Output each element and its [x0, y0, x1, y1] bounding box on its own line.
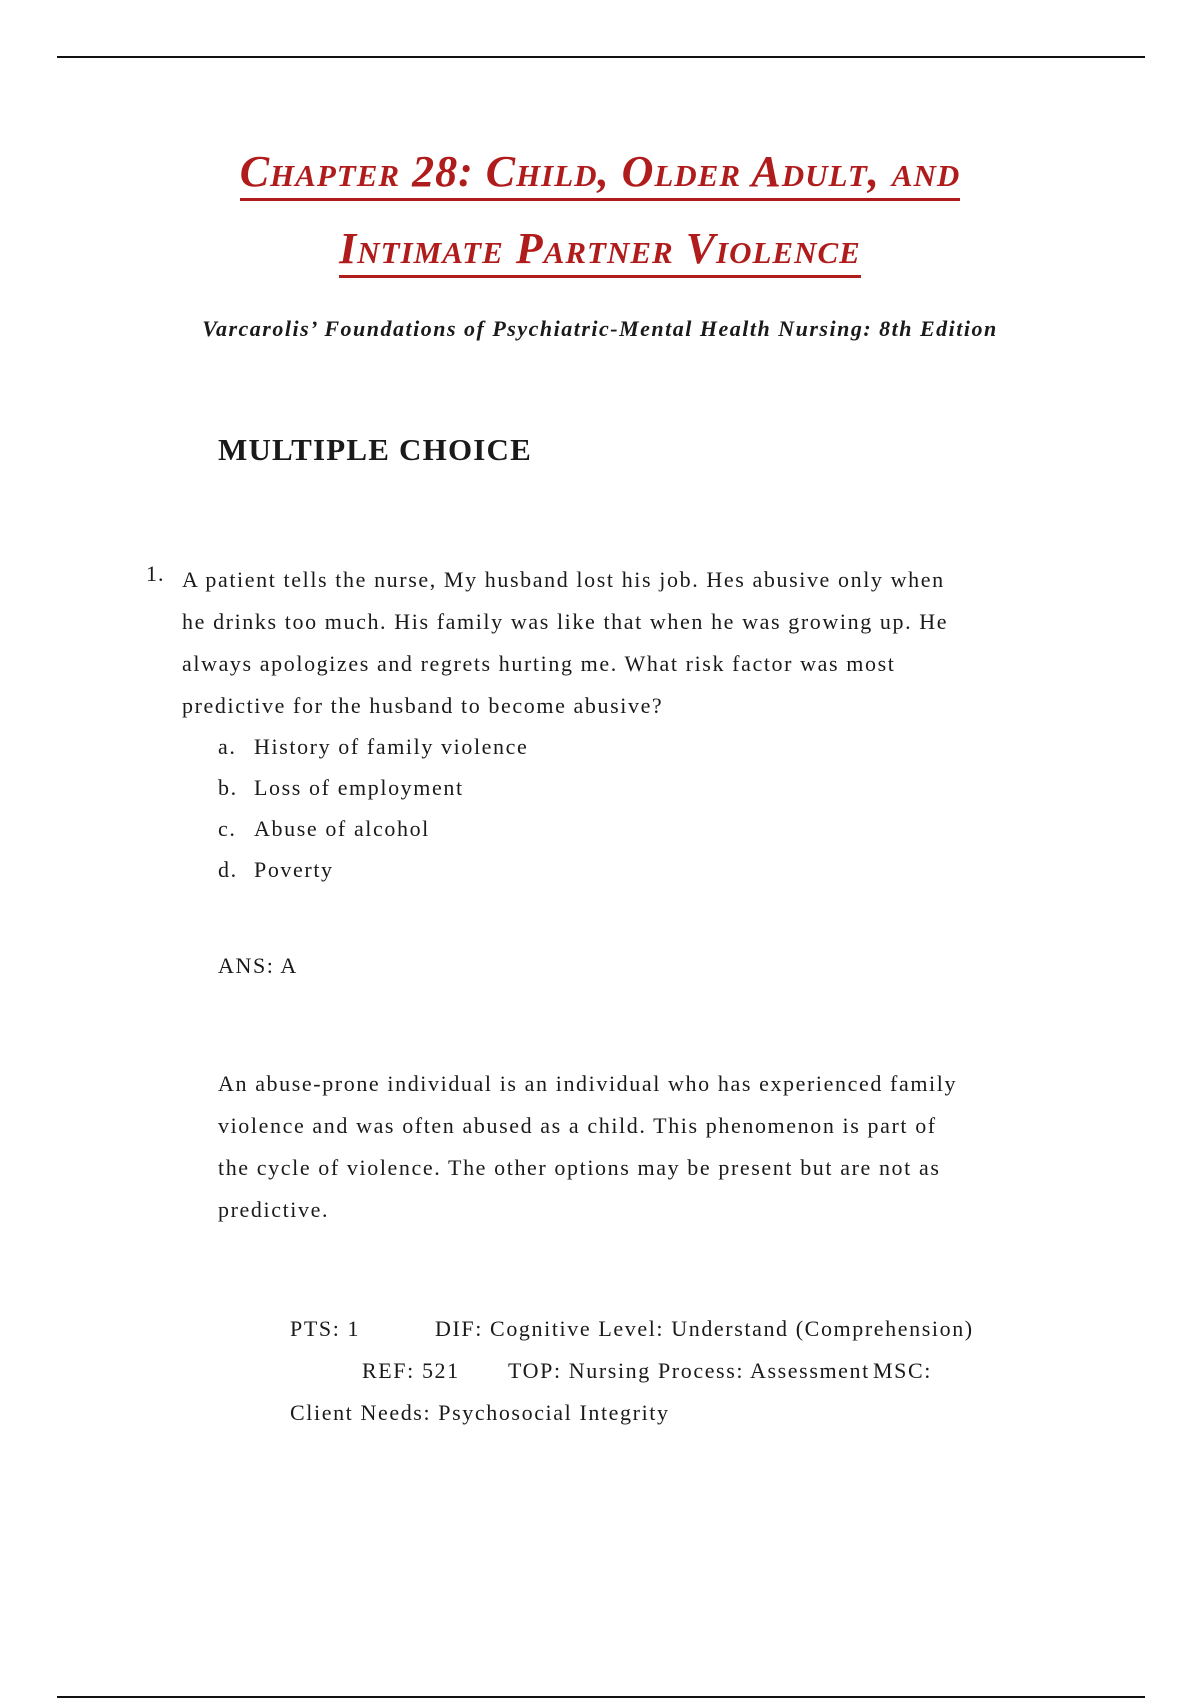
question-stem-line: always apologizes and regrets hurting me. What risk factor was most	[182, 651, 896, 676]
chapter-title-line-1-text: Chapter 28: Child, Older Adult, and	[240, 147, 961, 201]
reference: REF: 521	[362, 1358, 460, 1383]
points: PTS: 1	[290, 1316, 361, 1341]
option-c	[218, 808, 528, 849]
question-stem	[182, 559, 1062, 727]
msc-label: MSC:	[873, 1358, 932, 1383]
rationale-line: violence and was often abused as a child. This phenomenon is part of	[218, 1113, 937, 1138]
rationale-line: predictive.	[218, 1197, 330, 1222]
difficulty: DIF: Cognitive Level: Understand (Comprehension)	[435, 1316, 974, 1341]
question-stem-line: predictive for the husband to become abusive?	[182, 693, 664, 718]
metadata-row-1	[290, 1308, 974, 1350]
answer-key: ANS: A	[218, 953, 298, 978]
rationale-line: An abuse-prone individual is an individual who has experienced family	[218, 1071, 958, 1096]
chapter-title-line-1	[0, 147, 1200, 196]
client-needs: Client Needs: Psychosocial Integrity	[290, 1400, 670, 1425]
answer-options	[218, 726, 528, 890]
option-letter: a.	[218, 734, 237, 759]
option-text: Loss of employment	[254, 775, 464, 800]
book-subtitle: Varcarolis’ Foundations of Psychiatric-Mental Health Nursing: 8th Edition	[202, 316, 998, 341]
option-d	[218, 849, 528, 890]
option-text: History of family violence	[254, 734, 529, 759]
option-a	[218, 726, 528, 767]
topic: TOP: Nursing Process: Assessment	[508, 1358, 870, 1383]
metadata-row-3	[290, 1392, 974, 1434]
metadata-row-2	[290, 1350, 974, 1392]
question-number: 1.	[146, 561, 165, 586]
option-text: Abuse of alcohol	[254, 816, 430, 841]
question-stem-line: A patient tells the nurse, My husband lost his job. Hes abusive only when	[182, 567, 945, 592]
option-letter: c.	[218, 816, 237, 841]
option-text: Poverty	[254, 857, 334, 882]
rationale-line: the cycle of violence. The other options may be present but are not as	[218, 1155, 941, 1180]
option-letter: d.	[218, 857, 238, 882]
chapter-title-line-2	[0, 224, 1200, 273]
chapter-title-line-2-text: Intimate Partner Violence	[339, 224, 861, 278]
rationale	[218, 1063, 1098, 1231]
bottom-rule	[57, 1696, 1145, 1698]
option-b	[218, 767, 528, 808]
section-heading: MULTIPLE CHOICE	[218, 432, 532, 467]
top-rule	[57, 56, 1145, 58]
question-stem-line: he drinks too much. His family was like that when he was growing up. He	[182, 609, 949, 634]
option-letter: b.	[218, 775, 238, 800]
question-metadata	[290, 1308, 974, 1434]
